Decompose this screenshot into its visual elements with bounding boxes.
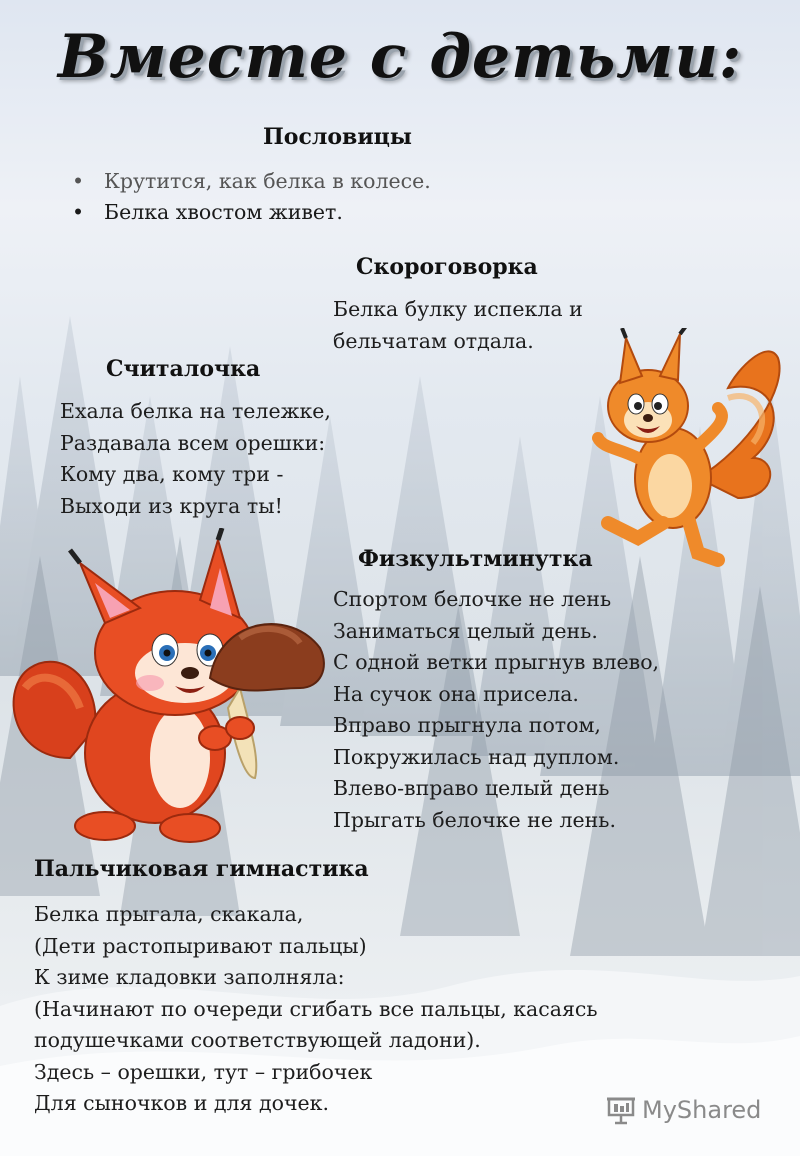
counting-rhyme-heading: Считалочка xyxy=(106,356,261,382)
watermark-text: MyShared xyxy=(642,1096,762,1124)
proverbs-heading: Пословицы xyxy=(263,124,412,150)
finger-gymnastics-text: Белка прыгала, скакала, (Дети растопыривают пальцы) К зиме кладовки заполняла: (Начинают по очереди сгибать все пальцы, касаясь подушечками соответствующей ладони). Здесь – орешки, тут – грибочек Для сыночков и для дочек. xyxy=(34,902,598,1115)
bullet-icon: • xyxy=(72,169,85,193)
presentation-board-icon xyxy=(606,1095,636,1125)
page-title: Вместе с детьми: xyxy=(57,22,743,92)
tongue-twister-heading: Скороговорка xyxy=(356,254,538,280)
list-item: • Крутится, как белка в колесе. xyxy=(70,166,431,197)
tongue-twister-text: Белка булку испекла и бельчатам отдала. xyxy=(333,297,583,353)
proverbs-list xyxy=(70,166,431,228)
bullet-icon: • xyxy=(72,200,85,224)
squirrel-with-mushroom-illustration xyxy=(0,528,330,848)
myshared-watermark xyxy=(606,1092,761,1128)
exercise-break-text: Спортом белочке не лень Заниматься целый день. С одной ветки прыгнув влево, На сучок она присела. Вправо прыгнула потом, Покружилась над дуплом. Влево-вправо целый день Прыгать белочке не лень. xyxy=(333,587,660,832)
list-item: • Белка хвостом живет. xyxy=(70,197,431,228)
finger-gymnastics-heading: Пальчиковая гимнастика xyxy=(34,856,369,882)
dancing-squirrel-illustration xyxy=(578,328,798,568)
counting-rhyme-text: Ехала белка на тележке, Раздавала всем орешки: Кому два, кому три - Выходи из круга ты! xyxy=(60,399,331,518)
exercise-break-heading: Физкультминутка xyxy=(358,546,593,572)
